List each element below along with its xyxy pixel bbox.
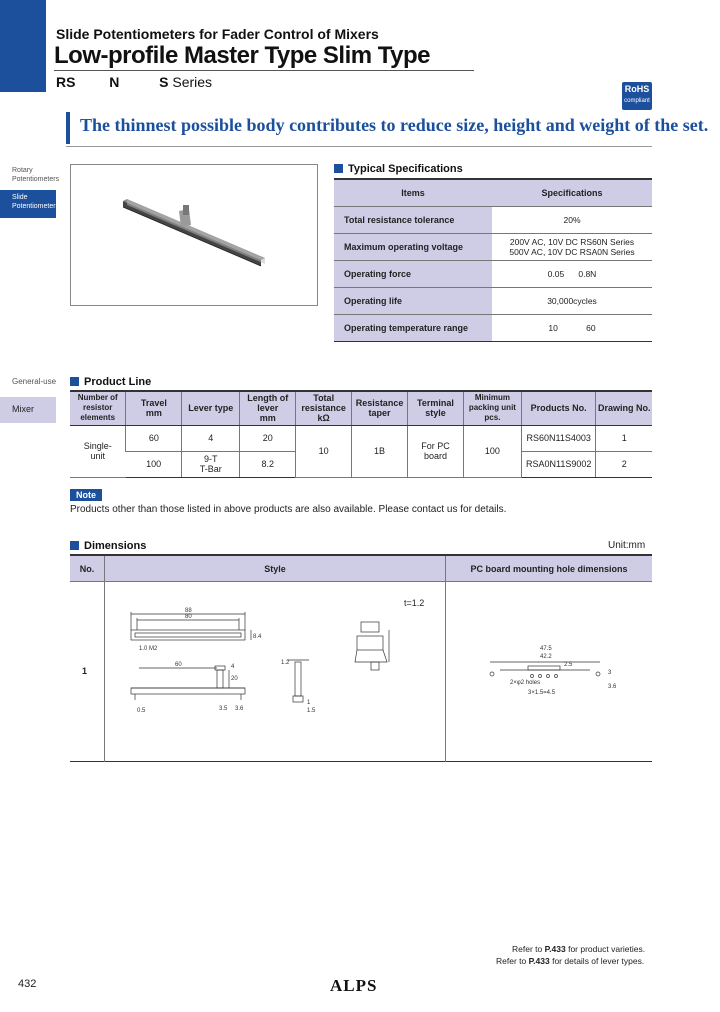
section-marker-icon xyxy=(334,164,343,173)
page-title: Low-profile Master Type Slim Type xyxy=(54,42,431,69)
tagline-bar xyxy=(66,112,70,144)
tagline: The thinnest possible body contributes to reduce size, height and weight of the set. xyxy=(80,115,709,135)
page-number: 432 xyxy=(18,978,37,990)
series-line xyxy=(56,74,212,90)
dim-label: 3.6 xyxy=(608,684,617,690)
col-taper: Resistance taper xyxy=(352,391,408,425)
series-word: Series xyxy=(172,74,213,90)
spec-item: Operating force xyxy=(334,260,492,287)
dim-label: 20 xyxy=(231,676,238,682)
col-length: Length of lever mm xyxy=(240,391,296,425)
dim-label: 8.4 xyxy=(253,634,262,640)
dim-label: 42.2 xyxy=(540,654,552,660)
side-nav-rotary-line1: Rotary xyxy=(12,167,33,174)
side-nav-general[interactable]: General-use xyxy=(12,377,57,386)
dim-label: 88 xyxy=(185,608,192,614)
col-travel: Travel mm xyxy=(126,391,182,425)
product-line-table xyxy=(70,390,652,478)
dim-col-pcb: PC board mounting hole dimensions xyxy=(446,556,652,582)
tagline-rule xyxy=(66,146,652,147)
dim-label: 1.0 M2 xyxy=(139,646,158,652)
cell-min-packing: 100 xyxy=(463,425,521,477)
spec-value: 20% xyxy=(492,206,652,233)
cell-elements: Single-unit xyxy=(70,425,126,477)
dim-label: 47.5 xyxy=(540,646,552,652)
col-terminal: Terminal style xyxy=(408,391,464,425)
dim-label: 60 xyxy=(175,662,182,668)
title-rule xyxy=(54,70,474,71)
dim-label: 0.5 xyxy=(137,708,146,714)
cell-drawing-no: 1 xyxy=(596,425,652,451)
style-drawing xyxy=(125,606,445,756)
table-row xyxy=(334,206,652,233)
footer-ref-lever: Refer to P.433 for details of lever types. xyxy=(496,956,645,966)
spec-header-row xyxy=(334,179,652,206)
spec-value: 0.05 0.8N xyxy=(492,260,652,287)
spec-col-items: Items xyxy=(334,179,492,206)
cell-taper: 1B xyxy=(352,425,408,477)
cell-length: 8.2 xyxy=(240,451,296,477)
typical-spec-title: Typical Specifications xyxy=(334,163,463,175)
spec-col-specs: Specifications xyxy=(492,179,652,206)
dim-label: 3.5 xyxy=(219,706,228,712)
dim-label: 80 xyxy=(185,614,192,620)
series-s: S xyxy=(159,74,169,90)
cell-travel: 60 xyxy=(126,425,182,451)
table-row xyxy=(334,233,652,260)
cell-travel: 100 xyxy=(126,451,182,477)
side-nav-mixer[interactable]: Mixer xyxy=(0,397,56,423)
dimensions-table xyxy=(70,554,652,762)
rohs-compliant: compliant xyxy=(624,98,650,104)
dim-divider xyxy=(104,556,105,762)
note-text: Products other than those listed in above products are also available. Please contact us for details. xyxy=(70,504,507,515)
cell-lever: 4 xyxy=(182,425,240,451)
col-lever-type: Lever type xyxy=(182,391,240,425)
dim-col-style: Style xyxy=(105,556,445,582)
col-min-packing: Minimum packing unit pcs. xyxy=(463,391,521,425)
product-photo xyxy=(70,164,318,306)
series-prefix: RS xyxy=(56,74,76,90)
cell-lever: 9-T T-Bar xyxy=(182,451,240,477)
dim-row-no: 1 xyxy=(82,666,88,676)
col-products-no: Products No. xyxy=(521,391,596,425)
side-nav-rotary-line2: Potentiometers xyxy=(12,176,60,183)
footer-ref-varieties: Refer to P.433 for product varieties. xyxy=(512,944,646,954)
fader-illustration xyxy=(71,165,317,305)
table-row xyxy=(334,287,652,314)
spec-value: 30,000cycles xyxy=(492,287,652,314)
section-marker-icon xyxy=(70,377,79,386)
pcb-hole-drawing xyxy=(480,636,650,716)
table-row xyxy=(334,260,652,287)
col-drawing-no: Drawing No. xyxy=(596,391,652,425)
rohs-badge xyxy=(622,82,652,110)
dim-col-no: No. xyxy=(70,556,104,582)
side-nav-slide-line1: Slide xyxy=(12,194,28,201)
product-line-title: Product Line xyxy=(70,376,151,388)
spec-item: Operating life xyxy=(334,287,492,314)
brand-logo: ALPS xyxy=(330,976,378,995)
side-nav-rotary[interactable] xyxy=(12,166,60,184)
cell-drawing-no: 2 xyxy=(596,451,652,477)
table-row xyxy=(70,425,652,451)
table-row xyxy=(334,314,652,341)
cell-product-no: RS60N11S4003 xyxy=(521,425,596,451)
side-nav-slide-line2: Potentiometers xyxy=(12,203,60,210)
product-header-row xyxy=(70,391,652,425)
dim-divider xyxy=(445,556,446,762)
cell-length: 20 xyxy=(240,425,296,451)
dim-label: 1.2 xyxy=(281,660,290,666)
page-subtitle: Slide Potentiometers for Fader Control of Mixers xyxy=(56,26,379,42)
dim-label: 2.5 xyxy=(564,662,573,668)
dim-label: 3 xyxy=(608,670,612,676)
page-link[interactable]: P.433 xyxy=(528,956,550,966)
series-mid: N xyxy=(109,74,120,90)
dim-label: 1 xyxy=(307,700,311,706)
spec-item: Total resistance tolerance xyxy=(334,206,492,233)
side-nav-slide[interactable] xyxy=(0,190,60,218)
col-elements: Number of resistor elements xyxy=(70,391,126,425)
dim-label: 1.5 xyxy=(307,708,316,714)
typical-spec-table xyxy=(334,178,652,342)
dimensions-title: Dimensions xyxy=(70,540,146,552)
dim-thickness: t=1.2 xyxy=(404,598,425,608)
dim-label: 3×1.5=4.5 xyxy=(528,690,556,696)
rohs-label: RoHS xyxy=(624,84,650,94)
spec-value: 200V AC, 10V DC RS60N Series 500V AC, 10V DC RSA0N Series xyxy=(492,233,652,260)
col-total-resistance: Total resistance kΩ xyxy=(296,391,352,425)
cell-product-no: RSA0N11S9002 xyxy=(521,451,596,477)
dim-label: 4 xyxy=(231,664,235,670)
spec-value: 10 60 xyxy=(492,314,652,341)
cell-terminal: For PC board xyxy=(408,425,464,477)
spec-item: Maximum operating voltage xyxy=(334,233,492,260)
dim-label: 3.6 xyxy=(235,706,244,712)
header-color-tab xyxy=(0,0,46,92)
section-marker-icon xyxy=(70,541,79,550)
dim-label: 2×φ2 holes xyxy=(510,680,541,686)
page-link[interactable]: P.433 xyxy=(544,944,566,954)
dimensions-unit: Unit:mm xyxy=(608,540,646,551)
cell-total-resistance: 10 xyxy=(296,425,352,477)
note-badge: Note xyxy=(70,489,102,501)
spec-item: Operating temperature range xyxy=(334,314,492,341)
